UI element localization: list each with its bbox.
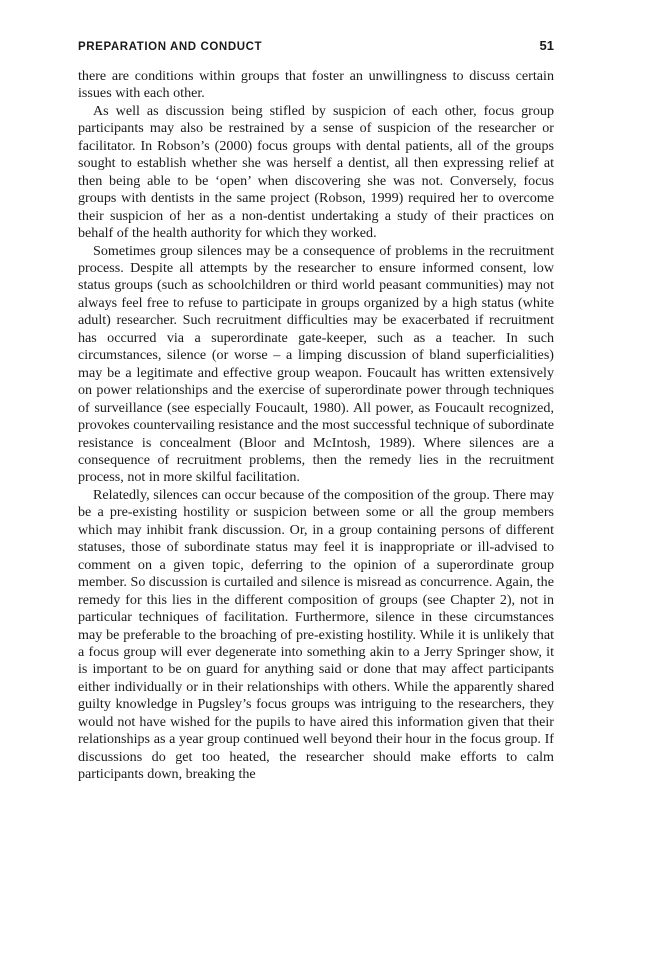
paragraph-suspicion-of-researcher: As well as discussion being stifled by suspicion of each other, focus group participants may also be restrained by a sense of suspicion of the researcher or facilitator. In Robson’s (2000) focus groups with dental patients, all of the groups sought to establish whether she was herself a dentist, all then expressing relief at then being able to be ‘open’ when discovering she was not. Conversely, focus groups with dentists in the same project (Robson, 1999) required her to overcome their suspicion of her as a non-dentist undertaking a study of their practices on behalf of the health authority for which they worked. xyxy=(78,102,554,242)
running-title: PREPARATION AND CONDUCT xyxy=(78,41,263,53)
book-page xyxy=(78,38,554,784)
body-text xyxy=(78,68,554,784)
paragraph-recruitment-silences: Sometimes group silences may be a consequence of problems in the recruitment process. Despite all attempts by the researcher to ensure informed consent, low status groups (such as schoolchildren or third world peasant communities) may not always feel free to refuse to participate in groups organized by a high status (white adult) researcher. Such recruitment difficulties may be exacerbated if recruitment has occurred via a superordinate gate-keeper, such as a teacher. In such circumstances, silence (or worse – a limping discussion of bland superficialities) may be a legitimate and effective group weapon. Foucault has written extensively on power relationships and the exercise of superordinate power through techniques of surveillance (see especially Foucault, 1980). All power, as Foucault recognized, provokes countervailing resistance and the most successful technique of subordinate resistance is concealment (Bloor and McIntosh, 1989). Where silences are a consequence of recruitment problems, then the remedy lies in the recruitment process, not in more skilful facilitation. xyxy=(78,242,554,486)
paragraph-group-composition: Relatedly, silences can occur because of the composition of the group. There may be a pre-existing hostility or suspicion between some or all the group members which may inhibit frank discussion. Or, in a group containing persons of different statuses, those of subordinate status may feel it is inappropriate or ill-advised to comment on a given topic, deferring to the opinion of a superordinate group member. So discussion is curtailed and silence is misread as concurrence. Again, the remedy for this lies in the different composition of groups (see Chapter 2), not in particular techniques of facilitation. Furthermore, silence in these circumstances may be preferable to the broaching of pre-existing hostility. While it is unlikely that a focus group will ever degenerate into something akin to a Jerry Springer show, it is important to be on guard for anything said or done that may affect participants either individually or in their relationships with others. While the apparently shared guilty knowledge in Pugsley’s focus groups was intriguing to the researchers, they would not have wished for the pupils to have aired this information given that their relationships as a year group continued well beyond their hour in the focus group. If discussions do get too heated, the researcher should make efforts to calm participants down, breaking the xyxy=(78,486,554,783)
paragraph-continuation: there are conditions within groups that foster an unwillingness to discuss certain issues with each other. xyxy=(78,68,554,102)
page-number: 51 xyxy=(539,38,554,53)
running-header xyxy=(78,38,554,54)
